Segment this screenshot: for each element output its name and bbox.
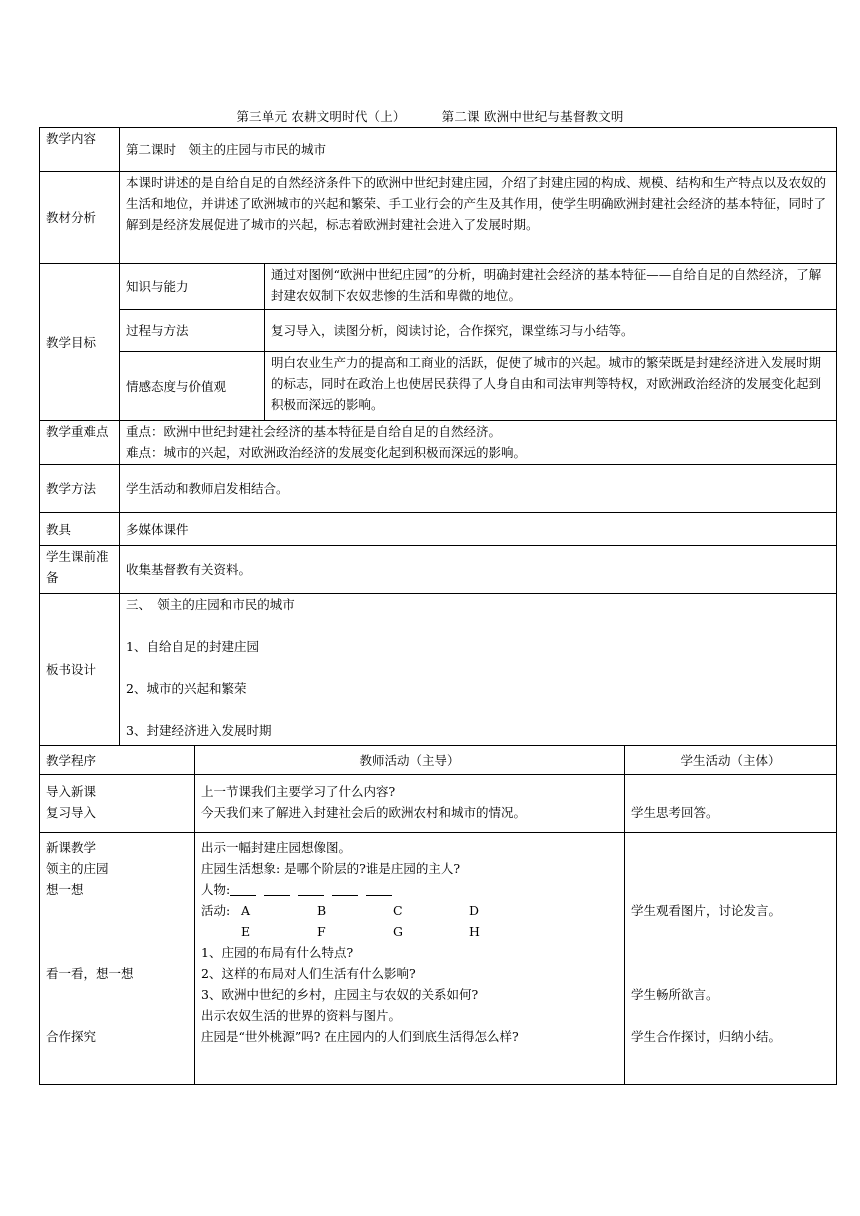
blank	[298, 881, 324, 896]
board-label: 板书设计	[40, 594, 120, 746]
roles-label: 人物:	[201, 882, 231, 897]
teacher-line: 出示农奴生活的世界的资料与图片。	[201, 1008, 402, 1023]
activity-label: 活动:	[201, 903, 231, 918]
teacher-line: 2、这样的布局对人们生活有什么影响?	[201, 966, 416, 981]
step-intro: 导入新课	[46, 784, 97, 799]
student-activity: 学生畅所欲言。	[631, 987, 719, 1002]
key-point: 重点：欧洲中世纪封建社会经济的基本特征是自给自足的自然经济。	[126, 424, 502, 439]
tools-label: 教具	[40, 513, 120, 546]
step-review: 复习导入	[46, 805, 97, 820]
goal-name-process: 过程与方法	[120, 310, 265, 352]
method-label: 教学方法	[40, 465, 120, 513]
unit-title: 第三单元 农耕文明时代（上）	[236, 109, 406, 124]
analysis-text: 本课时讲述的是自给自足的自然经济条件下的欧洲中世纪封建庄园，介绍了封建庄园的构成、规模、结构和生产特点以及农奴的生活和地位，并讲述了欧洲城市的兴起和繁荣、手工业行会的产生及其作用，使学生明确欧洲封建社会经济的基本特征，同时了解到是经济发展促进了城市的兴起，标志着欧洲封建社会进入了发展时期。	[120, 172, 837, 264]
activity-item: F	[317, 924, 326, 939]
goal-text-knowledge: 通过对图例“欧洲中世纪庄园”的分析，明确封建社会经济的基本特征——自给自足的自然经济，了解封建农奴制下农奴悲惨的生活和卑微的地位。	[265, 264, 837, 310]
method-value: 学生活动和教师启发相结合。	[120, 465, 837, 513]
goal-name-attitude: 情感态度与价值观	[120, 352, 265, 421]
step-look: 看一看，想一想	[46, 966, 134, 981]
activities-row	[201, 900, 618, 921]
student-activity: 学生观看图片，讨论发言。	[631, 903, 782, 918]
lesson-plan-table	[39, 127, 837, 746]
prep-value: 收集基督教有关资料。	[120, 546, 837, 594]
teacher-line: 庄园是“世外桃源”吗? 在庄园内的人们到底生活得怎么样?	[201, 1029, 519, 1044]
board-line: 2、城市的兴起和繁荣	[126, 681, 247, 696]
teacher-header: 教师活动（主导）	[195, 746, 625, 775]
activity-item: A	[241, 903, 251, 918]
teacher-line: 庄园生活想象: 是哪个阶层的?谁是庄园的主人?	[201, 861, 461, 876]
activity-item: B	[317, 903, 327, 918]
goal-name-knowledge: 知识与能力	[120, 264, 265, 310]
procedure-table	[39, 745, 837, 1085]
content-label: 教学内容	[40, 128, 120, 172]
board-line: 1、自给自足的封建庄园	[126, 639, 259, 654]
blank	[332, 881, 358, 896]
content-value: 第二课时 领主的庄园与市民的城市	[120, 128, 837, 172]
lesson-title: 第二课 欧洲中世纪与基督教文明	[441, 109, 624, 124]
goal-text-attitude: 明白农业生产力的提高和工商业的活跃，促使了城市的兴起。城市的繁荣既是封建经济进入发展时期的标志，同时在政治上也使居民获得了人身自由和司法审判等特权，对欧洲政治经济的发展变化起到积极而深远的影响。	[265, 352, 837, 421]
student-activity: 学生思考回答。	[625, 775, 837, 833]
activity-item: D	[469, 903, 480, 918]
step-new: 新课教学	[46, 840, 97, 855]
blank	[230, 881, 256, 896]
teacher-line: 出示一幅封建庄园想像图。	[201, 840, 352, 855]
student-header: 学生活动（主体）	[625, 746, 837, 775]
board-line: 三、 领主的庄园和市民的城市	[126, 597, 295, 612]
blank	[366, 881, 392, 896]
goal-text-process: 复习导入，读图分析，阅读讨论，合作探究，课堂练习与小结等。	[265, 310, 837, 352]
activity-item: G	[393, 924, 403, 939]
procedure-header: 教学程序	[40, 746, 195, 775]
activity-item: E	[241, 924, 251, 939]
roles-line	[201, 879, 618, 900]
tools-value: 多媒体课件	[120, 513, 837, 546]
prep-label: 学生课前准备	[40, 546, 120, 594]
goals-label: 教学目标	[40, 264, 120, 421]
step-manor: 领主的庄园	[46, 861, 109, 876]
teacher-line: 上一节课我们主要学习了什么内容?	[201, 784, 396, 799]
activity-item: H	[469, 924, 480, 939]
activity-item: C	[393, 903, 403, 918]
page-heading	[0, 107, 860, 125]
step-coop: 合作探究	[46, 1029, 97, 1044]
teacher-line: 今天我们来了解进入封建社会后的欧洲农村和城市的情况。	[201, 805, 527, 820]
analysis-label: 教材分析	[40, 172, 120, 264]
step-think: 想一想	[46, 882, 84, 897]
student-activity: 学生合作探讨，归纳小结。	[631, 1029, 782, 1044]
difficult-point: 难点：城市的兴起，对欧洲政治经济的发展变化起到积极而深远的影响。	[126, 445, 527, 460]
blank	[264, 881, 290, 896]
teacher-line: 1、庄园的布局有什么特点?	[201, 945, 354, 960]
key-points-label: 教学重难点	[40, 421, 120, 465]
teacher-line: 3、欧洲中世纪的乡村，庄园主与农奴的关系如何?	[201, 987, 479, 1002]
board-line: 3、封建经济进入发展时期	[126, 723, 272, 738]
activities-row	[201, 921, 618, 942]
